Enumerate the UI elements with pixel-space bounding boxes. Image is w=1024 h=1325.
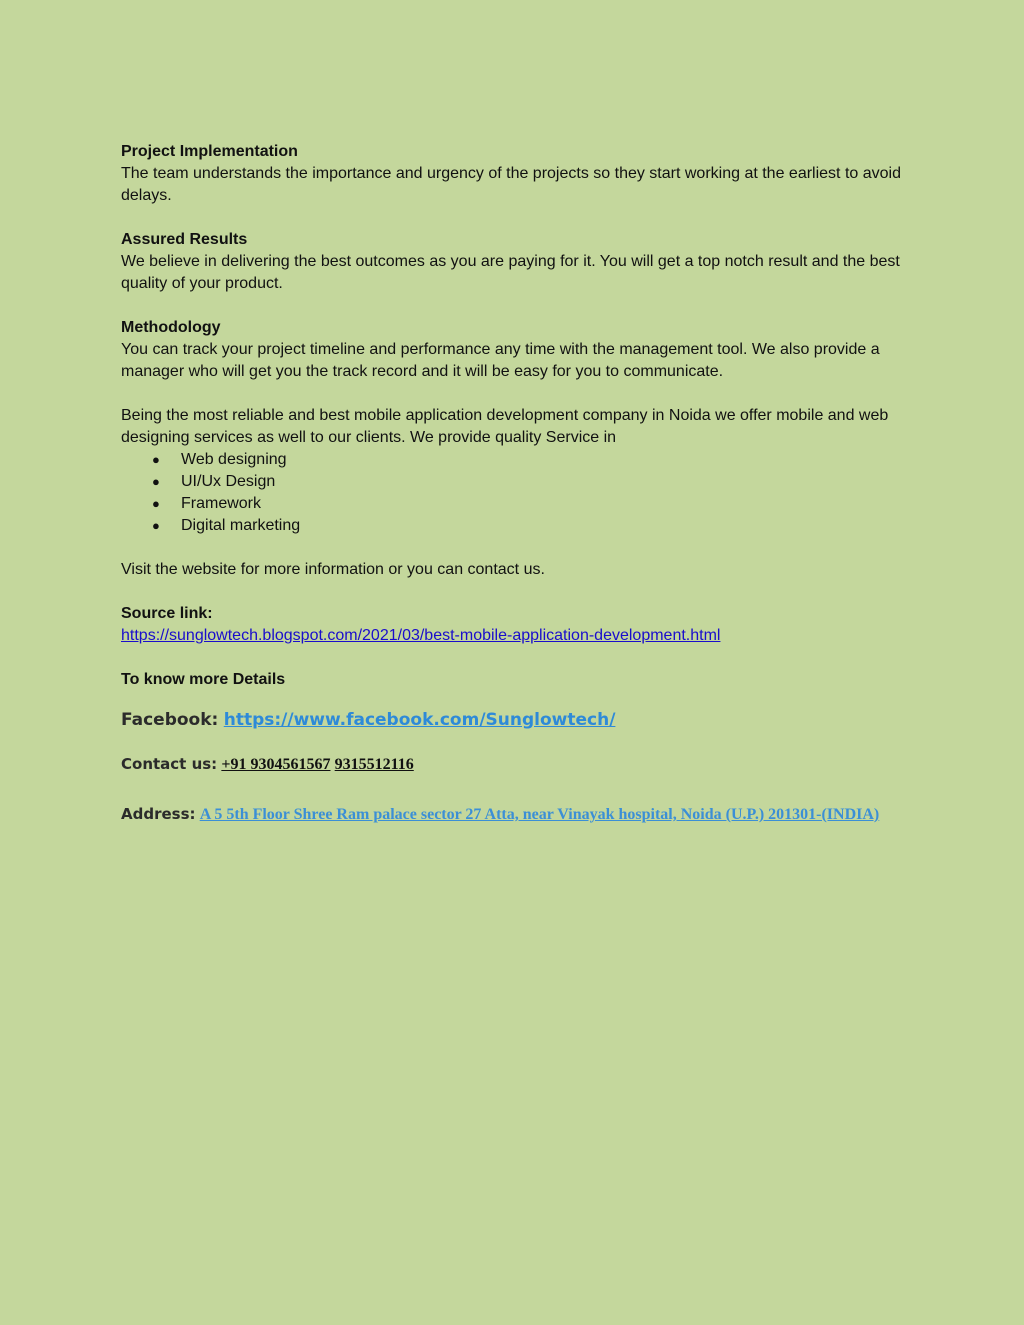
section-body-project-implementation: The team understands the importance and urgency of the projects so they start working at the earliest to avoid delays. xyxy=(121,165,901,204)
service-label: Framework xyxy=(181,495,262,512)
document-page xyxy=(121,141,911,827)
intro-paragraph: Being the most reliable and best mobile application development company in Noida we offer mobile and web designing services as well to our clients. We provide quality Service in xyxy=(121,407,889,446)
bullet-icon: ● xyxy=(152,452,160,467)
service-label: UI/Ux Design xyxy=(181,473,276,490)
bullet-icon: ● xyxy=(152,496,160,511)
section-body-assured-results: We believe in delivering the best outcomes as you are paying for it. You will get a top notch result and the best quality of your product. xyxy=(121,253,900,292)
source-link[interactable]: https://sunglowtech.blogspot.com/2021/03/best-mobile-application-development.html xyxy=(121,627,721,644)
contact-label: Contact us: xyxy=(121,755,218,773)
source-link-label: Source link: xyxy=(121,605,213,622)
services-list xyxy=(121,449,911,537)
address-row xyxy=(121,802,911,827)
list-item xyxy=(121,493,911,515)
phone-number-2[interactable]: 9315512116 xyxy=(334,756,414,773)
service-label: Web designing xyxy=(181,451,287,468)
service-label: Digital marketing xyxy=(181,517,301,534)
list-item xyxy=(121,449,911,471)
details-heading: To know more Details xyxy=(121,671,286,688)
address-link[interactable]: A 5 5th Floor Shree Ram palace sector 27 Atta, near Vinayak hospital, Noida (U.P.) 201301-(INDIA) xyxy=(199,806,880,823)
phone-number-1[interactable]: +91 9304561567 xyxy=(221,756,331,773)
facebook-label: Facebook: xyxy=(121,710,219,730)
address-label: Address: xyxy=(121,805,196,823)
section-heading-project-implementation: Project Implementation xyxy=(121,143,298,160)
visit-website-text: Visit the website for more information or you can contact us. xyxy=(121,561,545,578)
facebook-row xyxy=(121,707,911,733)
bullet-icon: ● xyxy=(152,474,160,489)
bullet-icon: ● xyxy=(152,518,160,533)
list-item xyxy=(121,515,911,537)
list-item xyxy=(121,471,911,493)
section-heading-assured-results: Assured Results xyxy=(121,231,248,248)
facebook-link[interactable]: https://www.facebook.com/Sunglowtech/ xyxy=(223,710,616,730)
section-heading-methodology: Methodology xyxy=(121,319,221,336)
section-body-methodology: You can track your project timeline and performance any time with the management tool. We also provide a manager who will get you the track record and it will be easy for you to communicate. xyxy=(121,341,880,380)
contact-row xyxy=(121,753,911,776)
